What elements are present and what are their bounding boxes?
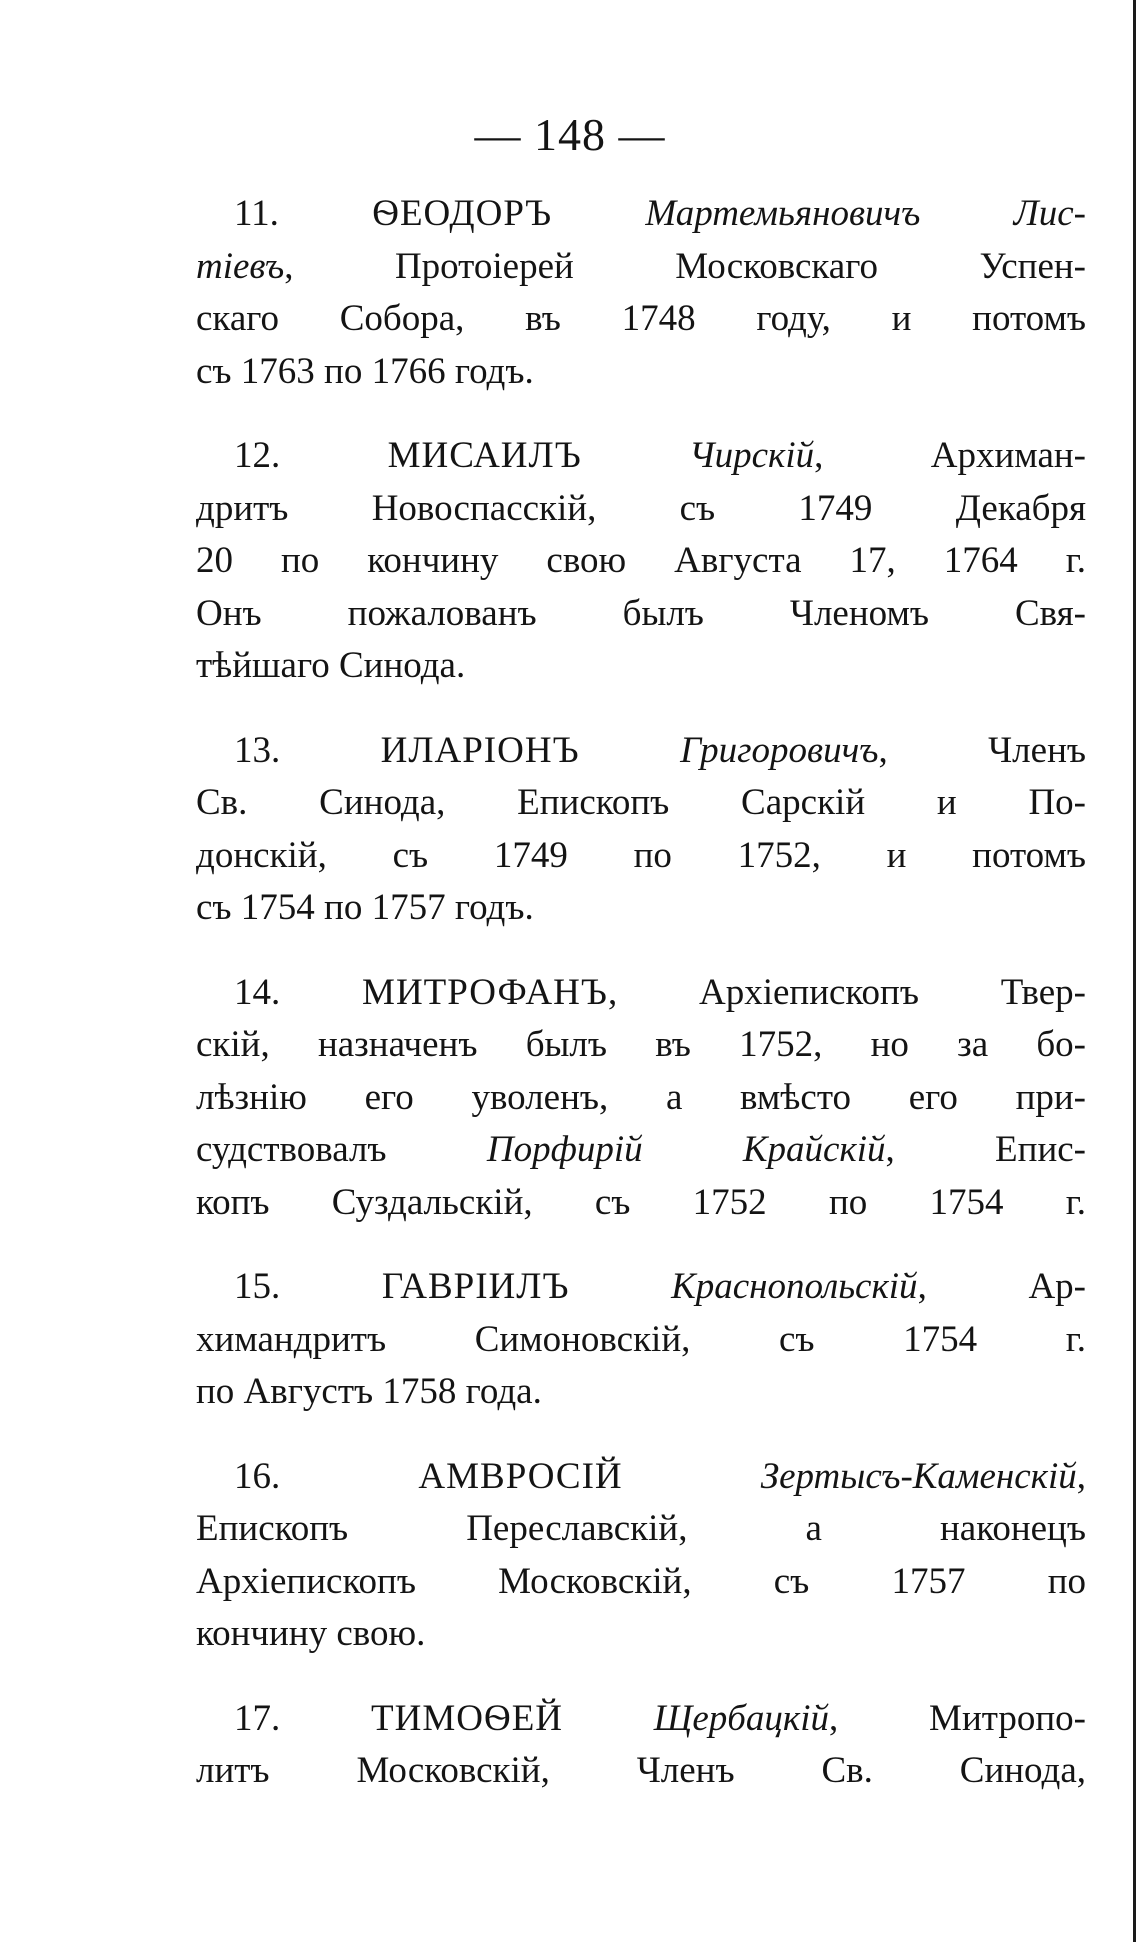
person-name: ГАВРІИЛЪ (381, 1266, 570, 1307)
entry-number: 16. (234, 1455, 419, 1497)
entry-line: 17. ТИМОѲЕЙ Щербацкій, Митропо- (234, 1697, 1086, 1739)
entry-number: 12. (234, 435, 388, 476)
entry-line: 12. МИСАИЛЪ Чирскій, Архиман- (234, 435, 1086, 476)
entry-number: 15. (234, 1266, 382, 1307)
person-surname: Григоровичъ (680, 729, 879, 771)
person-surname: Порфирій Крайскій (486, 1129, 886, 1170)
entry-line: скій, назначенъ былъ въ 1752, но за бо- (196, 1024, 1086, 1065)
person-surname: Мартемьяновичъ Лис- (645, 193, 1086, 234)
entry-line: Св. Синода, Епископъ Сарскій и По- (196, 782, 1086, 823)
page-body (196, 188, 1086, 1830)
entry-line: скаго Собора, въ 1748 году, и потомъ (196, 298, 1086, 339)
entry-13 (196, 725, 1086, 935)
entry-line: Епископъ Переславскій, а наконецъ (196, 1508, 1086, 1549)
entry-number: 11. (234, 193, 373, 234)
entry-line: литъ Московскій, Членъ Св. Синода, (196, 1750, 1086, 1791)
entry-line: 13. ИЛАРІОНЪ Григоровичъ, Членъ (234, 729, 1087, 771)
person-surname: Зертысъ-Каменскій (760, 1455, 1077, 1497)
entry-11 (196, 188, 1086, 398)
person-name: АМВРОСІЙ (418, 1455, 623, 1497)
entry-line: дритъ Новоспасскій, съ 1749 Декабря (196, 487, 1086, 529)
entry-number: 14. (234, 971, 363, 1013)
entry-line: 15. ГАВРІИЛЪ Краснопольскій, Ар- (234, 1266, 1086, 1307)
entry-17 (196, 1693, 1086, 1798)
entry-line: химандритъ Симоновскій, съ 1754 г. (196, 1318, 1086, 1360)
person-surname: Щербацкій (653, 1697, 830, 1739)
page-edge-line (1133, 0, 1136, 1942)
person-name: ѲЕОДОРЪ (372, 193, 553, 234)
entry-16 (196, 1451, 1086, 1661)
person-name: ТИМОѲЕЙ (371, 1697, 564, 1739)
entry-line: Архіепископъ Московскій, съ 1757 по (196, 1560, 1086, 1602)
entry-line: лѣзнію его уволенъ, а вмѣсто его при- (196, 1076, 1086, 1118)
entry-line: съ 1754 по 1757 годъ. (196, 887, 534, 928)
entry-line: Онъ пожалованъ былъ Членомъ Свя- (196, 592, 1086, 634)
person-name: МИТРОФАНЪ (362, 971, 608, 1013)
person-surname: тіевъ (196, 245, 285, 287)
entry-line (196, 188, 1086, 241)
entry-number: 13. (234, 729, 381, 771)
entry-15 (196, 1261, 1086, 1419)
page-number: — 148 — (474, 109, 666, 160)
person-name: ИЛАРІОНЪ (380, 729, 580, 771)
entry-line: донскій, съ 1749 по 1752, и потомъ (196, 834, 1086, 876)
entry-line: по Августъ 1758 года. (196, 1371, 542, 1412)
entry-line: тѣйшаго Синода. (196, 645, 466, 686)
person-surname: Краснопольскій (671, 1266, 918, 1307)
entry-line: копъ Суздальскій, съ 1752 по 1754 г. (196, 1181, 1086, 1223)
entry-line: 20 по кончину свою Августа 17, 1764 г. (196, 540, 1086, 581)
person-name: МИСАИЛЪ (387, 435, 582, 476)
entry-line: кончину свою. (196, 1613, 426, 1654)
entry-line: съ 1763 по 1766 годъ. (196, 350, 534, 392)
person-surname: Чирскій (689, 435, 815, 476)
entry-14 (196, 967, 1086, 1230)
entry-line: 14. МИТРОФАНЪ, Архіепископъ Твер- (234, 971, 1087, 1013)
entry-number: 17. (234, 1697, 372, 1739)
entry-line: тіевъ, Протоіерей Московскаго Успен- (196, 245, 1086, 287)
entry-12 (196, 430, 1086, 693)
entry-line: судствовалъ Порфирій Крайскій, Епис- (196, 1129, 1086, 1170)
entry-line: 16. АМВРОСІЙ Зертысъ-Каменскій, (234, 1455, 1087, 1497)
